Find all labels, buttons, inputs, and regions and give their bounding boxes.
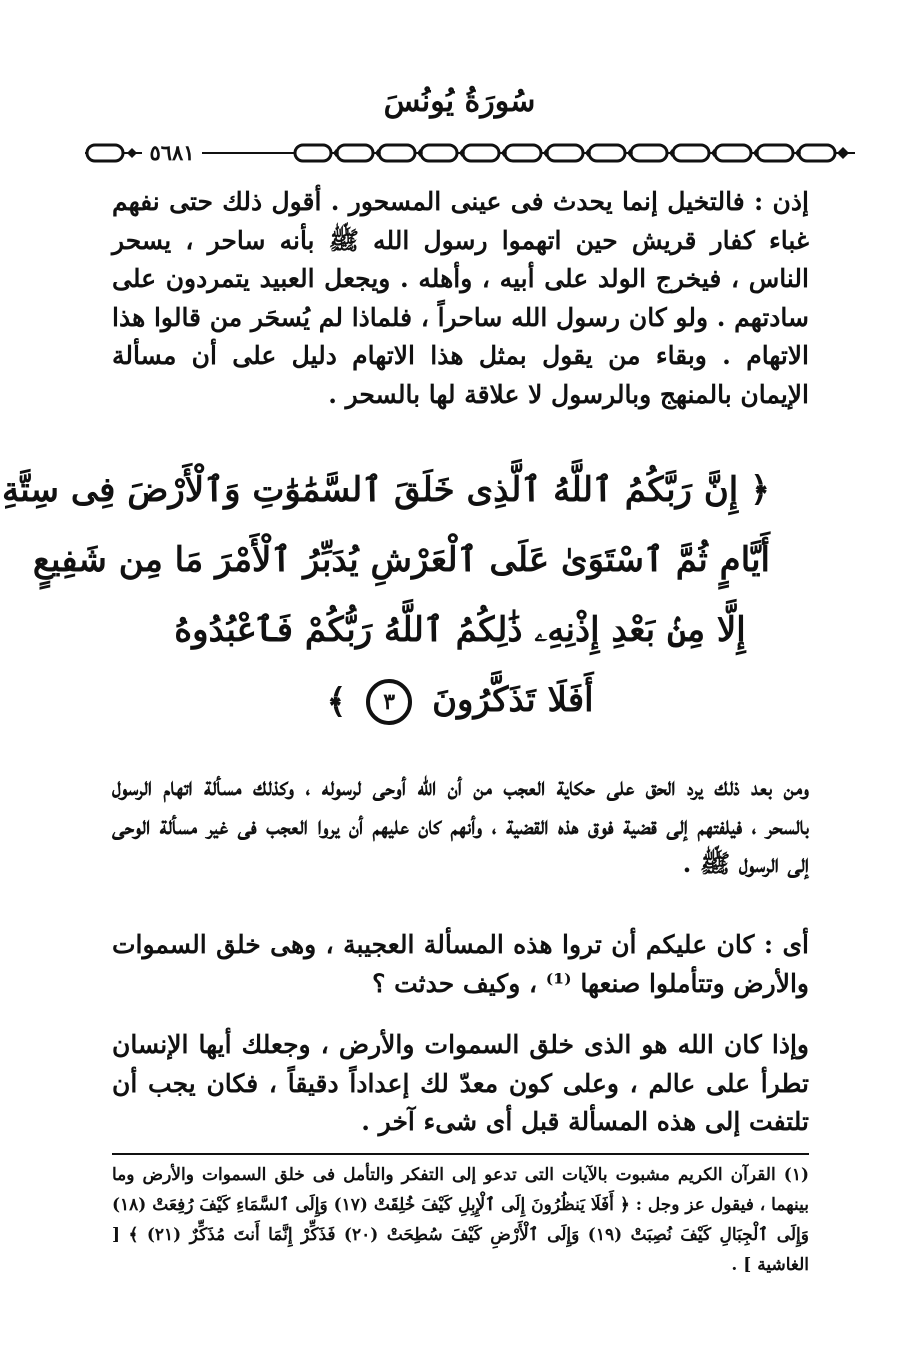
surah-title: سُورَةُ يُونُسَ [383,84,536,119]
paragraph-2 [112,768,809,884]
paragraph-1 [112,183,809,414]
paragraph-text: أى : كان عليكم أن تروا هذه المسألة العجيبة ، وهى خلق السموات والأرض وتتأملوا صنعها ⁽¹⁾ ، وكيف حدثت ؟ [112,930,809,998]
footnote-divider [112,1153,809,1155]
paragraph-4 [112,1026,809,1142]
verse-line-4-text: أَفَلَا تَذَكَّرُونَ [432,680,594,720]
verse-line-4 [150,665,770,737]
paragraph-text: وإذا كان الله هو الذى خلق السموات والأرض ، وجعلك أيها الإنسان تطرأ على عالم ، وعلى كون معدّ لك إعداداً دقيقاً ، فكان يجب أن تلتفت إلى هذه المسألة قبل أى شىء آخر . [112,1030,809,1136]
footnote-text: (١) القرآن الكريم مشبوت بالآيات التى تدعو إلى التفكر والتأمل فى خلق السموات والأرض وما بينهما ، فيقول عز وجل : ﴿ أَفَلَا يَنظُرُونَ إِلَى ٱلْإِبِلِ كَيْفَ خُلِقَتْ (١٧) وَإِلَى ٱلسَّمَاءِ كَيْفَ رُفِعَتْ (١٨) وَإِلَى ٱلْجِبَالِ كَيْفَ نُصِبَتْ (١٩) وَإِلَى ٱلْأَرْضِ كَيْفَ سُطِحَتْ (٢٠) فَذَكِّرْ إِنَّمَا أَنتَ مُذَكِّرٌ (٢١) ﴾ [ الغاشية ] . [111,1165,809,1275]
quran-verse [2,455,770,737]
footnote [112,1160,809,1280]
paragraph-text: ومن بعد ذلك يرد الحق على حكاية العجب من أن الله أوحى لرسوله ، وكذلك مسألة اتهام الرسول بالسحر ، فيلفتهم إلى قضية فوق هذه القضية ، وأنهم كان عليهم أن يروا العجب فى غير مسألة الوحى إلى الرسول ﷺ . [112,772,809,878]
verse-line-2: أَيَّامٍ ثُمَّ ٱسْتَوَىٰ عَلَى ٱلْعَرْشِ يُدَبِّرُ ٱلْأَمْرَ مَا مِن شَفِيعٍ [32,540,770,580]
verse-number-marker: ٣ [366,679,412,725]
page-number: ٥٦٨١ [142,140,202,166]
paragraph-text: إذن : فالتخيل إنما يحدث فى عينى المسحور . أقول ذلك حتى نفهم غباء كفار قريش حين اتهموا رسول الله ﷺ بأنه ساحر ، يسحر الناس ، فيخرج الولد على أبيه ، وأهله . ويجعل العبيد يتمردون على سادتهم . ولو كان رسول الله ساحراً ، فلماذا لم يُسحَر من قالوا هذا الاتهام . وبقاء من يقول بمثل هذا الاتهام دليل على أن مسألة الإيمان بالمنهج وبالرسول لا علاقة لها بالسحر . [112,187,809,409]
verse-line-3: إِلَّا مِنۢ بَعْدِ إِذْنِهِۦ ذَٰلِكُمُ ٱللَّهُ رَبُّكُمْ فَٱعْبُدُوهُ [174,610,746,650]
paragraph-3 [112,926,809,1003]
verse-line-1: ﴿ إِنَّ رَبَّكُمُ ٱللَّهُ ٱلَّذِى خَلَقَ ٱلسَّمَٰوَٰتِ وَٱلْأَرْضَ فِى سِتَّةِ [2,470,770,510]
verse-end-ornament-icon: ﴾ [326,682,347,722]
